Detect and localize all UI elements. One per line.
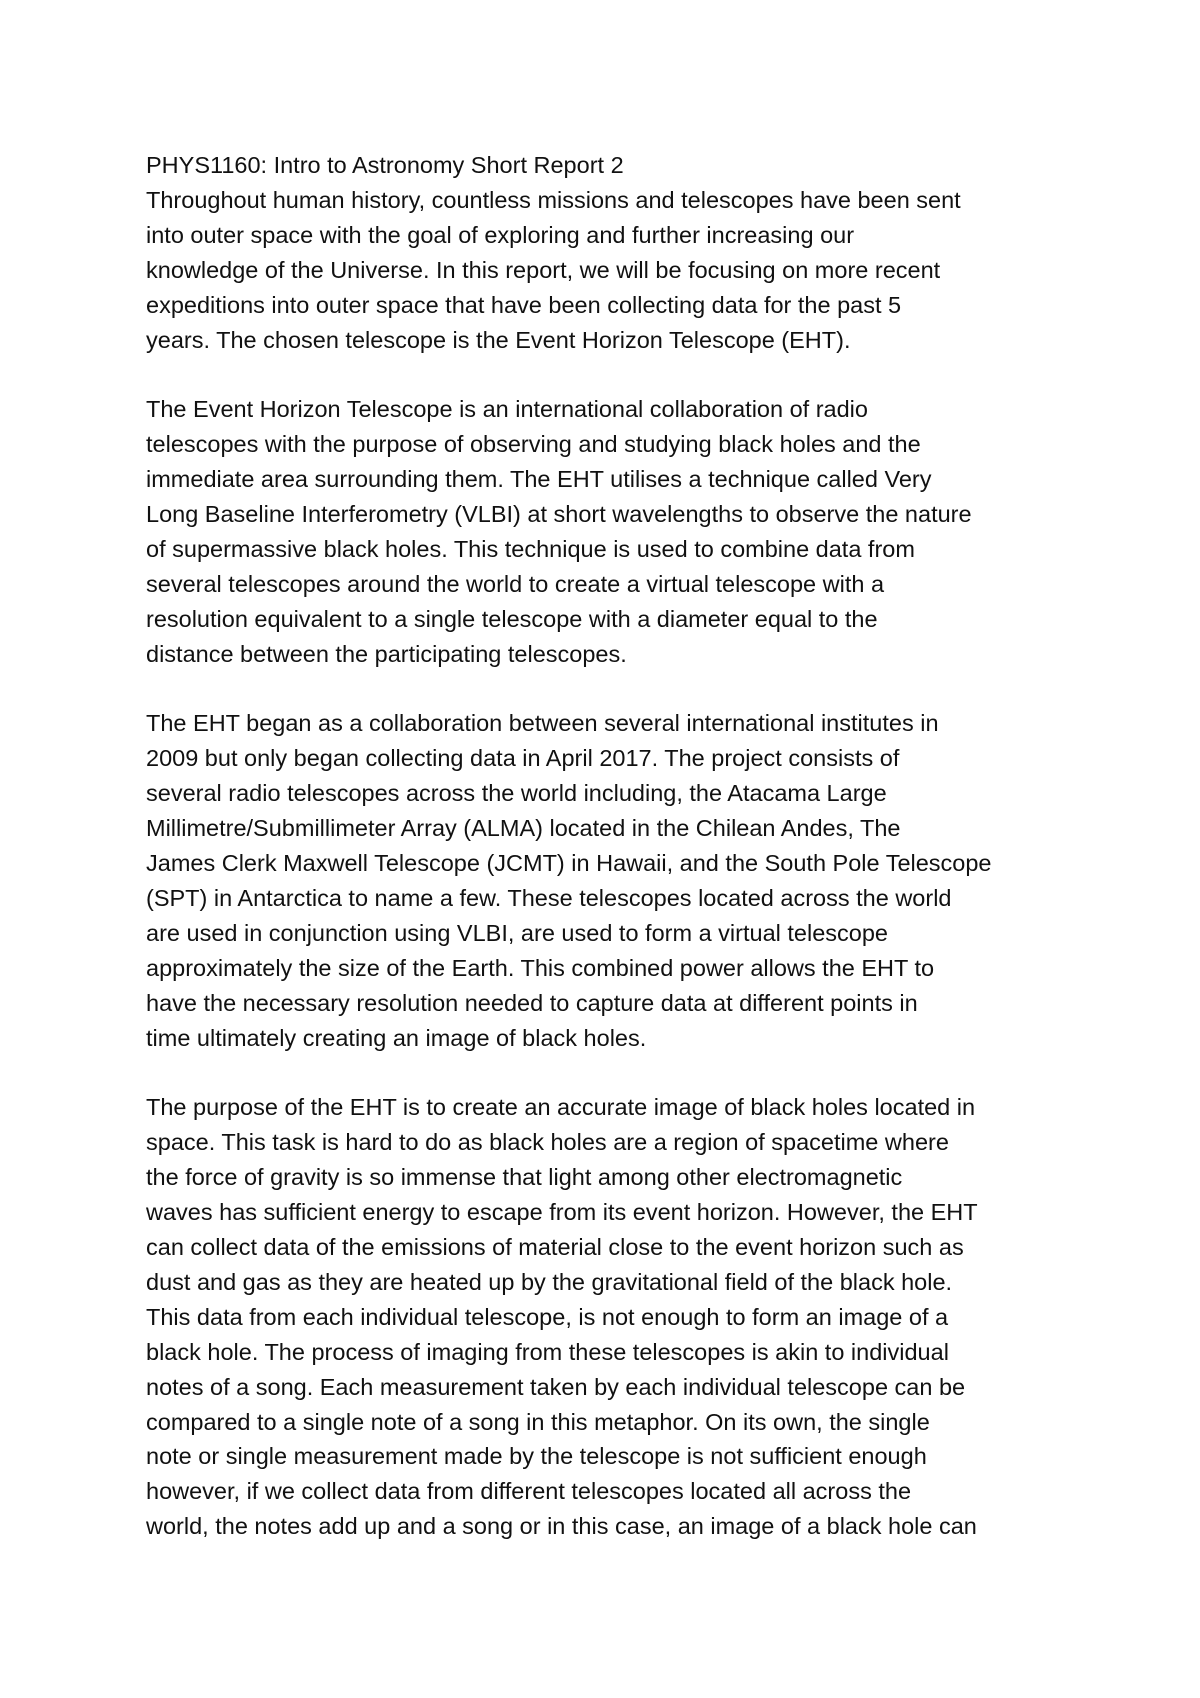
paragraph-line: knowledge of the Universe. In this report, we will be focusing on more recent	[146, 256, 941, 283]
paragraph-line: expeditions into outer space that have been collecting data for the past 5	[146, 291, 902, 318]
paragraph-line: several radio telescopes across the world including, the Atacama Large	[146, 780, 887, 807]
paragraph-line: telescopes with the purpose of observing and studying black holes and the	[146, 431, 921, 458]
paragraph-line: black hole. The process of imaging from these telescopes is akin to individual	[146, 1338, 949, 1365]
paragraph-line: The purpose of the EHT is to create an accurate image of black holes located in	[146, 1094, 976, 1121]
paragraph-line: James Clerk Maxwell Telescope (JCMT) in Hawaii, and the South Pole Telescope	[146, 850, 992, 877]
paragraph-line: immediate area surrounding them. The EHT utilises a technique called Very	[146, 466, 932, 493]
paragraph-line: time ultimately creating an image of black holes.	[146, 1024, 647, 1051]
paragraph-line: 2009 but only began collecting data in April 2017. The project consists of	[146, 745, 900, 772]
paragraph-eht-history	[146, 706, 1066, 1055]
paragraph-line: resolution equivalent to a single telescope with a diameter equal to the	[146, 605, 878, 632]
document-body	[146, 148, 1066, 1579]
paragraph-line: Millimetre/Submillimeter Array (ALMA) located in the Chilean Andes, The	[146, 815, 901, 842]
paragraph-line: (SPT) in Antarctica to name a few. These telescopes located across the world	[146, 885, 952, 911]
paragraph-line: years. The chosen telescope is the Event Horizon Telescope (EHT).	[146, 326, 851, 353]
paragraph-introduction	[146, 183, 1066, 358]
paragraph-line: several telescopes around the world to create a virtual telescope with a	[146, 570, 885, 597]
paragraph-line: dust and gas as they are heated up by the gravitational field of the black hole.	[146, 1268, 953, 1295]
paragraph-line: however, if we collect data from different telescopes located all across the	[146, 1478, 912, 1505]
paragraph-line: The EHT began as a collaboration between several international institutes in	[146, 710, 939, 737]
paragraph-line: This data from each individual telescope, is not enough to form an image of a	[146, 1303, 949, 1330]
paragraph-line: the force of gravity is so immense that light among other electromagnetic	[146, 1164, 903, 1191]
paragraph-line: have the necessary resolution needed to capture data at different points in	[146, 989, 918, 1016]
document-title: PHYS1160: Intro to Astronomy Short Report 2	[146, 152, 624, 178]
paragraph-line: into outer space with the goal of exploring and further increasing our	[146, 221, 855, 248]
paragraph-line: The Event Horizon Telescope is an international collaboration of radio	[146, 396, 868, 423]
paragraph-line: can collect data of the emissions of material close to the event horizon such as	[146, 1234, 964, 1261]
paragraph-line: distance between the participating telescopes.	[146, 640, 627, 667]
paragraph-line: space. This task is hard to do as black holes are a region of spacetime where	[146, 1129, 949, 1156]
paragraph-eht-overview	[146, 392, 1066, 671]
paragraph-line: note or single measurement made by the telescope is not sufficient enough	[146, 1443, 927, 1470]
paragraph-line: Long Baseline Interferometry (VLBI) at short wavelengths to observe the nature	[146, 501, 972, 528]
paragraph-line: of supermassive black holes. This technique is used to combine data from	[146, 535, 915, 562]
paragraph-eht-purpose	[146, 1090, 1066, 1544]
paragraph-line: Throughout human history, countless missions and telescopes have been sent	[146, 186, 961, 213]
paragraph-line: compared to a single note of a song in this metaphor. On its own, the single	[146, 1408, 930, 1435]
paragraph-line: approximately the size of the Earth. This combined power allows the EHT to	[146, 954, 935, 981]
paragraph-line: world, the notes add up and a song or in this case, an image of a black hole can	[146, 1513, 977, 1540]
paragraph-line: waves has sufficient energy to escape from its event horizon. However, the EHT	[146, 1199, 978, 1226]
paragraph-line: are used in conjunction using VLBI, are used to form a virtual telescope	[146, 919, 888, 946]
paragraph-line: notes of a song. Each measurement taken by each individual telescope can be	[146, 1373, 966, 1400]
